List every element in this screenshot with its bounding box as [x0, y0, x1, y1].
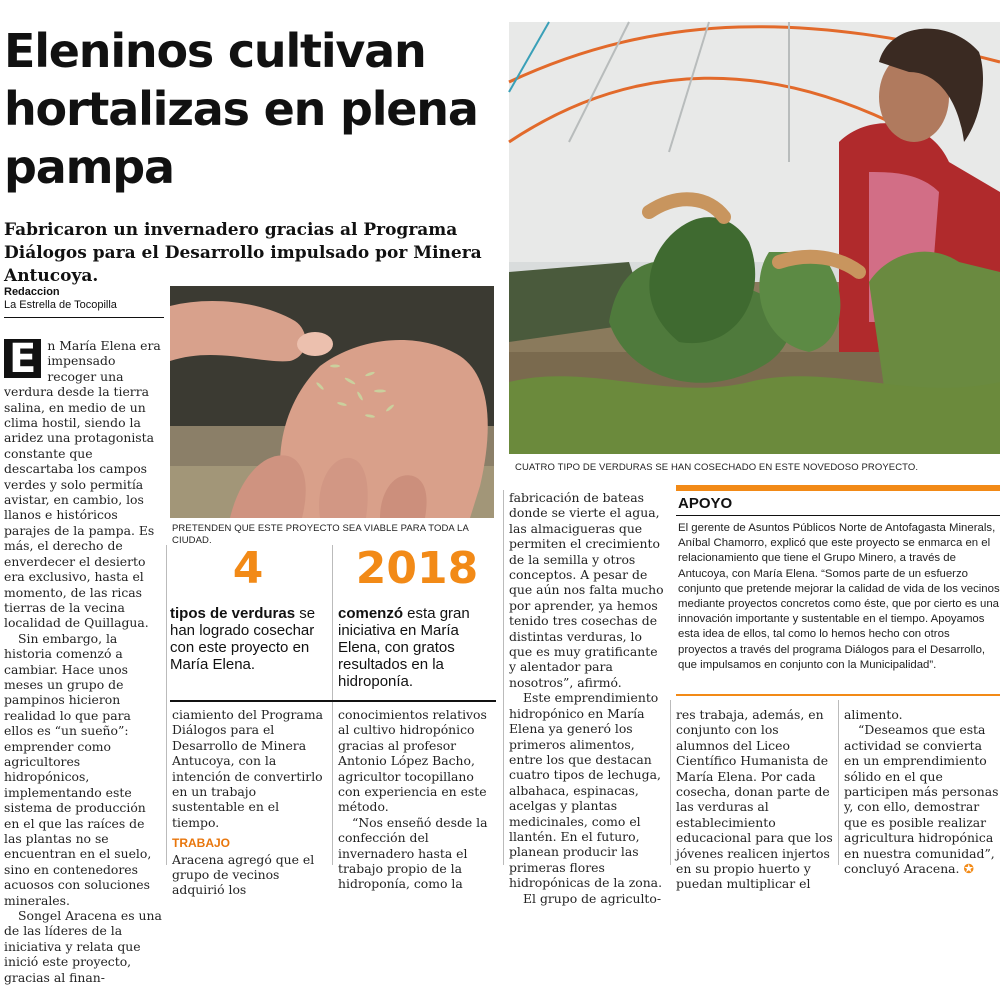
stat-number: 4: [232, 543, 264, 594]
col4-paragraph-1: fabricación de bateas donde se vierte el agua, las almacigueras que permiten el crecimiento de la semilla y otros conceptos. A pesar de que aún nos falta mucho por aprender, ya hemos tenido tres cosechas de distintas verduras, lo que es muy gratificante y alentador para nosotros”, afirmó.: [509, 490, 664, 690]
box-title: APOYO: [678, 495, 733, 512]
column-6: [844, 707, 1000, 876]
col3-paragraph-1: conocimientos relativos al cultivo hidropónico gracias al profesor Antonio López Bacho, agricultor tocopillano con experiencia en este método.: [338, 707, 487, 815]
end-mark-icon: ✪: [963, 861, 974, 877]
column-5: [676, 707, 833, 892]
col4-paragraph-3: El grupo de agriculto-: [523, 890, 662, 906]
column-divider: [332, 545, 333, 865]
stat-text: tipos de verduras se han logrado cosechar con este proyecto en María Elena.: [170, 605, 316, 673]
column-divider: [503, 490, 504, 865]
box-title-rule: [676, 515, 1000, 516]
col6-paragraph-2: “Deseamos que esta actividad se convierta en un emprendimiento sólido en el que participen más personas y, con ello, demostrar que es posible realizar agricultura hidropónica en nuestra comunidad”, concluyó Aracena. ✪: [844, 722, 999, 877]
hand-photo: [170, 286, 494, 518]
column-3: [338, 707, 496, 892]
drop-cap: E: [4, 339, 41, 378]
box-text: El gerente de Asuntos Públicos Norte de Antofagasta Minerals, Aníbal Chamorro, explicó que este proyecto se enmarca en el relacionamiento que tiene el Grupo Minero, a través de Antucoya, con María Elena. “Somos parte de un esfuerzo conjunto que pretende mejorar la calidad de vida de los vecinos mediante proyectos concretos como éste, que por cierto es una innovación importante y sustentable en el tiempo. Apoyamos esta idea de ellos, tal como lo hemos hecho con otros proyectos a través del programa Diálogos para el Desarrollo, que impulsamos en conjunto con la Municipalidad”.: [678, 522, 1000, 671]
byline-rule: [4, 317, 164, 318]
hand-photo-caption: PRETENDEN QUE ESTE PROYECTO SEA VIABLE PARA TODA LA CIUDAD.: [172, 523, 469, 546]
greenhouse-photo: [509, 22, 1000, 454]
stat-text: comenzó esta gran iniciativa en María Elena, con gratos resultados en la hidroponía.: [338, 605, 470, 690]
col2-paragraph-1: ciamiento del Programa Diálogos para el Desarrollo de Minera Antucoya, con la intención de convertirlo en un trabajo sustentable en el tiempo.: [172, 707, 323, 830]
col1-paragraph-3: Songel Aracena es una de las líderes de la iniciativa y relata que inició este proyecto, gracias al finan-: [4, 908, 162, 985]
stat-box-2: [338, 545, 496, 690]
column-divider: [670, 700, 671, 865]
box-bottom-rule: [676, 694, 1000, 696]
column-divider: [838, 700, 839, 865]
col1-paragraph-2: Sin embargo, la historia comenzó a cambiar. Hace unos meses un grupo de pampinos hicieron realidad lo que para ellos es “un sueño”: emprender como agricultores hidropónicos, implementando este sistema de producción en el que las raíces de las plantas no se encuentran en el suelo, sino en contenedores acuosos con soluciones minerales.: [4, 630, 152, 908]
column-2: [172, 707, 328, 898]
stat-box-1: [170, 545, 326, 673]
byline: [4, 286, 169, 312]
col3-paragraph-2: “Nos enseñó desde la confección del invernadero hasta el trabajo propio de la hidroponía, como la: [338, 814, 488, 892]
section-heading-trabajo: TRABAJO: [172, 836, 231, 851]
byline-name: Redaccion: [4, 286, 60, 298]
column-1: [4, 338, 163, 985]
stat-bottom-rule: [170, 700, 496, 702]
col6-paragraph-1: alimento.: [844, 707, 903, 722]
col2-paragraph-2: Aracena agregó que el grupo de vecinos adquirió los: [172, 851, 315, 898]
col5-paragraph-1: res trabaja, además, en conjunto con los alumnos del Liceo Científico Humanista de María Elena. Por cada cosecha, donan parte de las verduras al establecimiento educacional para que los jóvenes realicen injertos en su propio huerto y puedan multiplicar el: [676, 707, 833, 892]
box-top-rule: [676, 485, 1000, 491]
column-divider: [166, 545, 167, 865]
col4-paragraph-2: Este emprendimiento hidropónico en María Elena ya generó los primeros alimentos, entre los que destacan cuatro tipos de lechuga, albahaca, espinacas, acelgas y plantas medicinales, como el llantén. En el futuro, planean producir las primeras flores hidropónicas de la zona.: [509, 690, 663, 891]
col1-paragraph-1: n María Elena era impensado recoger una verdura desde la tierra salina, en medio de un clima hostil, siendo la aridez una protagonista constante que descartaba los campos verdes y solo permitía avistar, en cambio, los llanos e históricos parajes de la pampa. Es más, el derecho de enverdecer el desierto era exclusivo, hasta el momento, de las ricas tierras de la vecina localidad de Quillagua.: [4, 338, 161, 631]
column-4: [509, 490, 665, 906]
stat-number: 2018: [355, 543, 479, 594]
byline-outlet: La Estrella de Tocopilla: [4, 299, 117, 311]
subheadline: Fabricaron un invernadero gracias al Programa Diálogos para el Desarrollo impulsado por Minera Antucoya.: [4, 220, 482, 286]
greenhouse-photo-caption: CUATRO TIPO DE VERDURAS SE HAN COSECHADO EN ESTE NOVEDOSO PROYECTO.: [515, 462, 919, 473]
headline: Eleninos cultivan hortalizas en plena pampa: [4, 24, 478, 194]
